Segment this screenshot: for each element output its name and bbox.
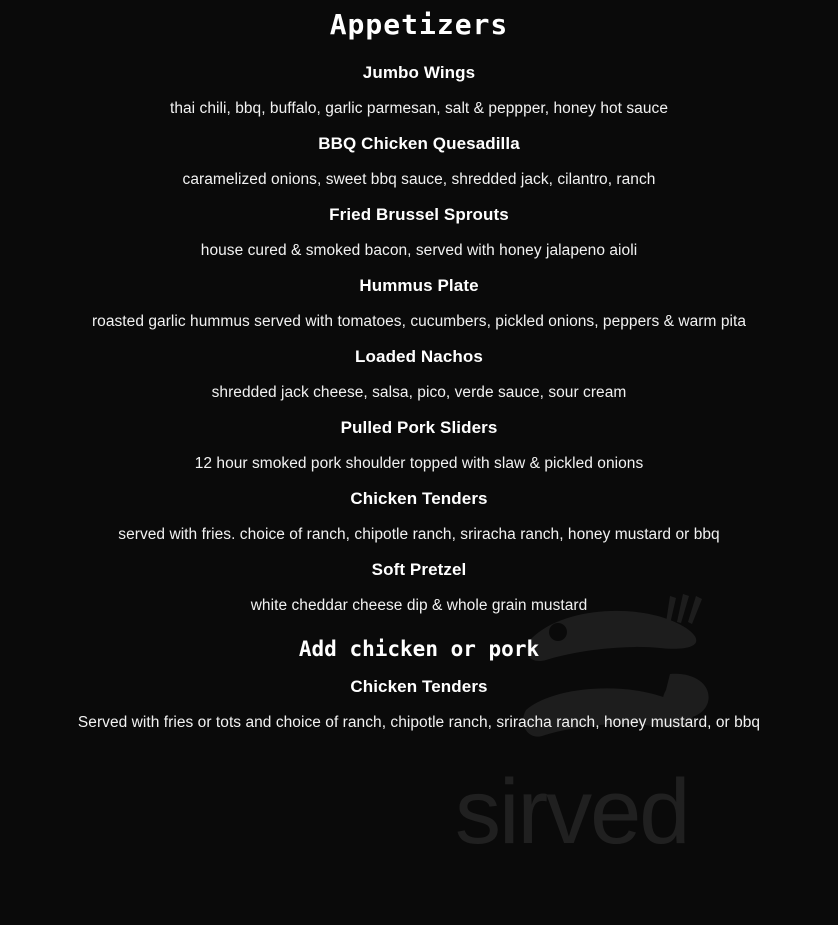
- menu-item-name: Pulled Pork Sliders: [340, 418, 498, 437]
- menu-item-description: caramelized onions, sweet bbq sauce, shredded jack, cilantro, ranch: [182, 171, 656, 188]
- menu-item-description: shredded jack cheese, salsa, pico, verde sauce, sour cream: [211, 384, 627, 401]
- menu-item-description: served with fries. choice of ranch, chipotle ranch, sriracha ranch, honey mustard or bbq: [118, 526, 720, 543]
- menu-item-description: house cured & smoked bacon, served with honey jalapeno aioli: [200, 242, 638, 259]
- menu-item-name: Chicken Tenders: [350, 677, 488, 696]
- menu-item-name: Soft Pretzel: [371, 560, 467, 579]
- menu-item-name: Chicken Tenders: [350, 489, 488, 508]
- menu-item-description: Served with fries or tots and choice of ranch, chipotle ranch, sriracha ranch, honey mustard, or bbq: [77, 714, 761, 731]
- menu-item-name: Jumbo Wings: [362, 63, 476, 82]
- subsection-title: Add chicken or pork: [298, 637, 540, 661]
- menu-item-name: Hummus Plate: [359, 276, 479, 295]
- menu-item-description: 12 hour smoked pork shoulder topped with slaw & pickled onions: [194, 455, 644, 472]
- menu-item-description: thai chili, bbq, buffalo, garlic parmesan, salt & peppper, honey hot sauce: [169, 100, 668, 117]
- menu-item-name: Loaded Nachos: [355, 347, 483, 366]
- watermark-text: sirved: [455, 761, 689, 863]
- menu-content: [18, 0, 820, 732]
- menu-item-name: BBQ Chicken Quesadilla: [318, 134, 520, 153]
- menu-item-name: Fried Brussel Sprouts: [329, 205, 509, 224]
- menu-item-description: white cheddar cheese dip & whole grain mustard: [250, 597, 588, 614]
- menu-item-description: roasted garlic hummus served with tomatoes, cucumbers, pickled onions, peppers & warm pita: [91, 313, 747, 330]
- section-title: Appetizers: [329, 8, 509, 41]
